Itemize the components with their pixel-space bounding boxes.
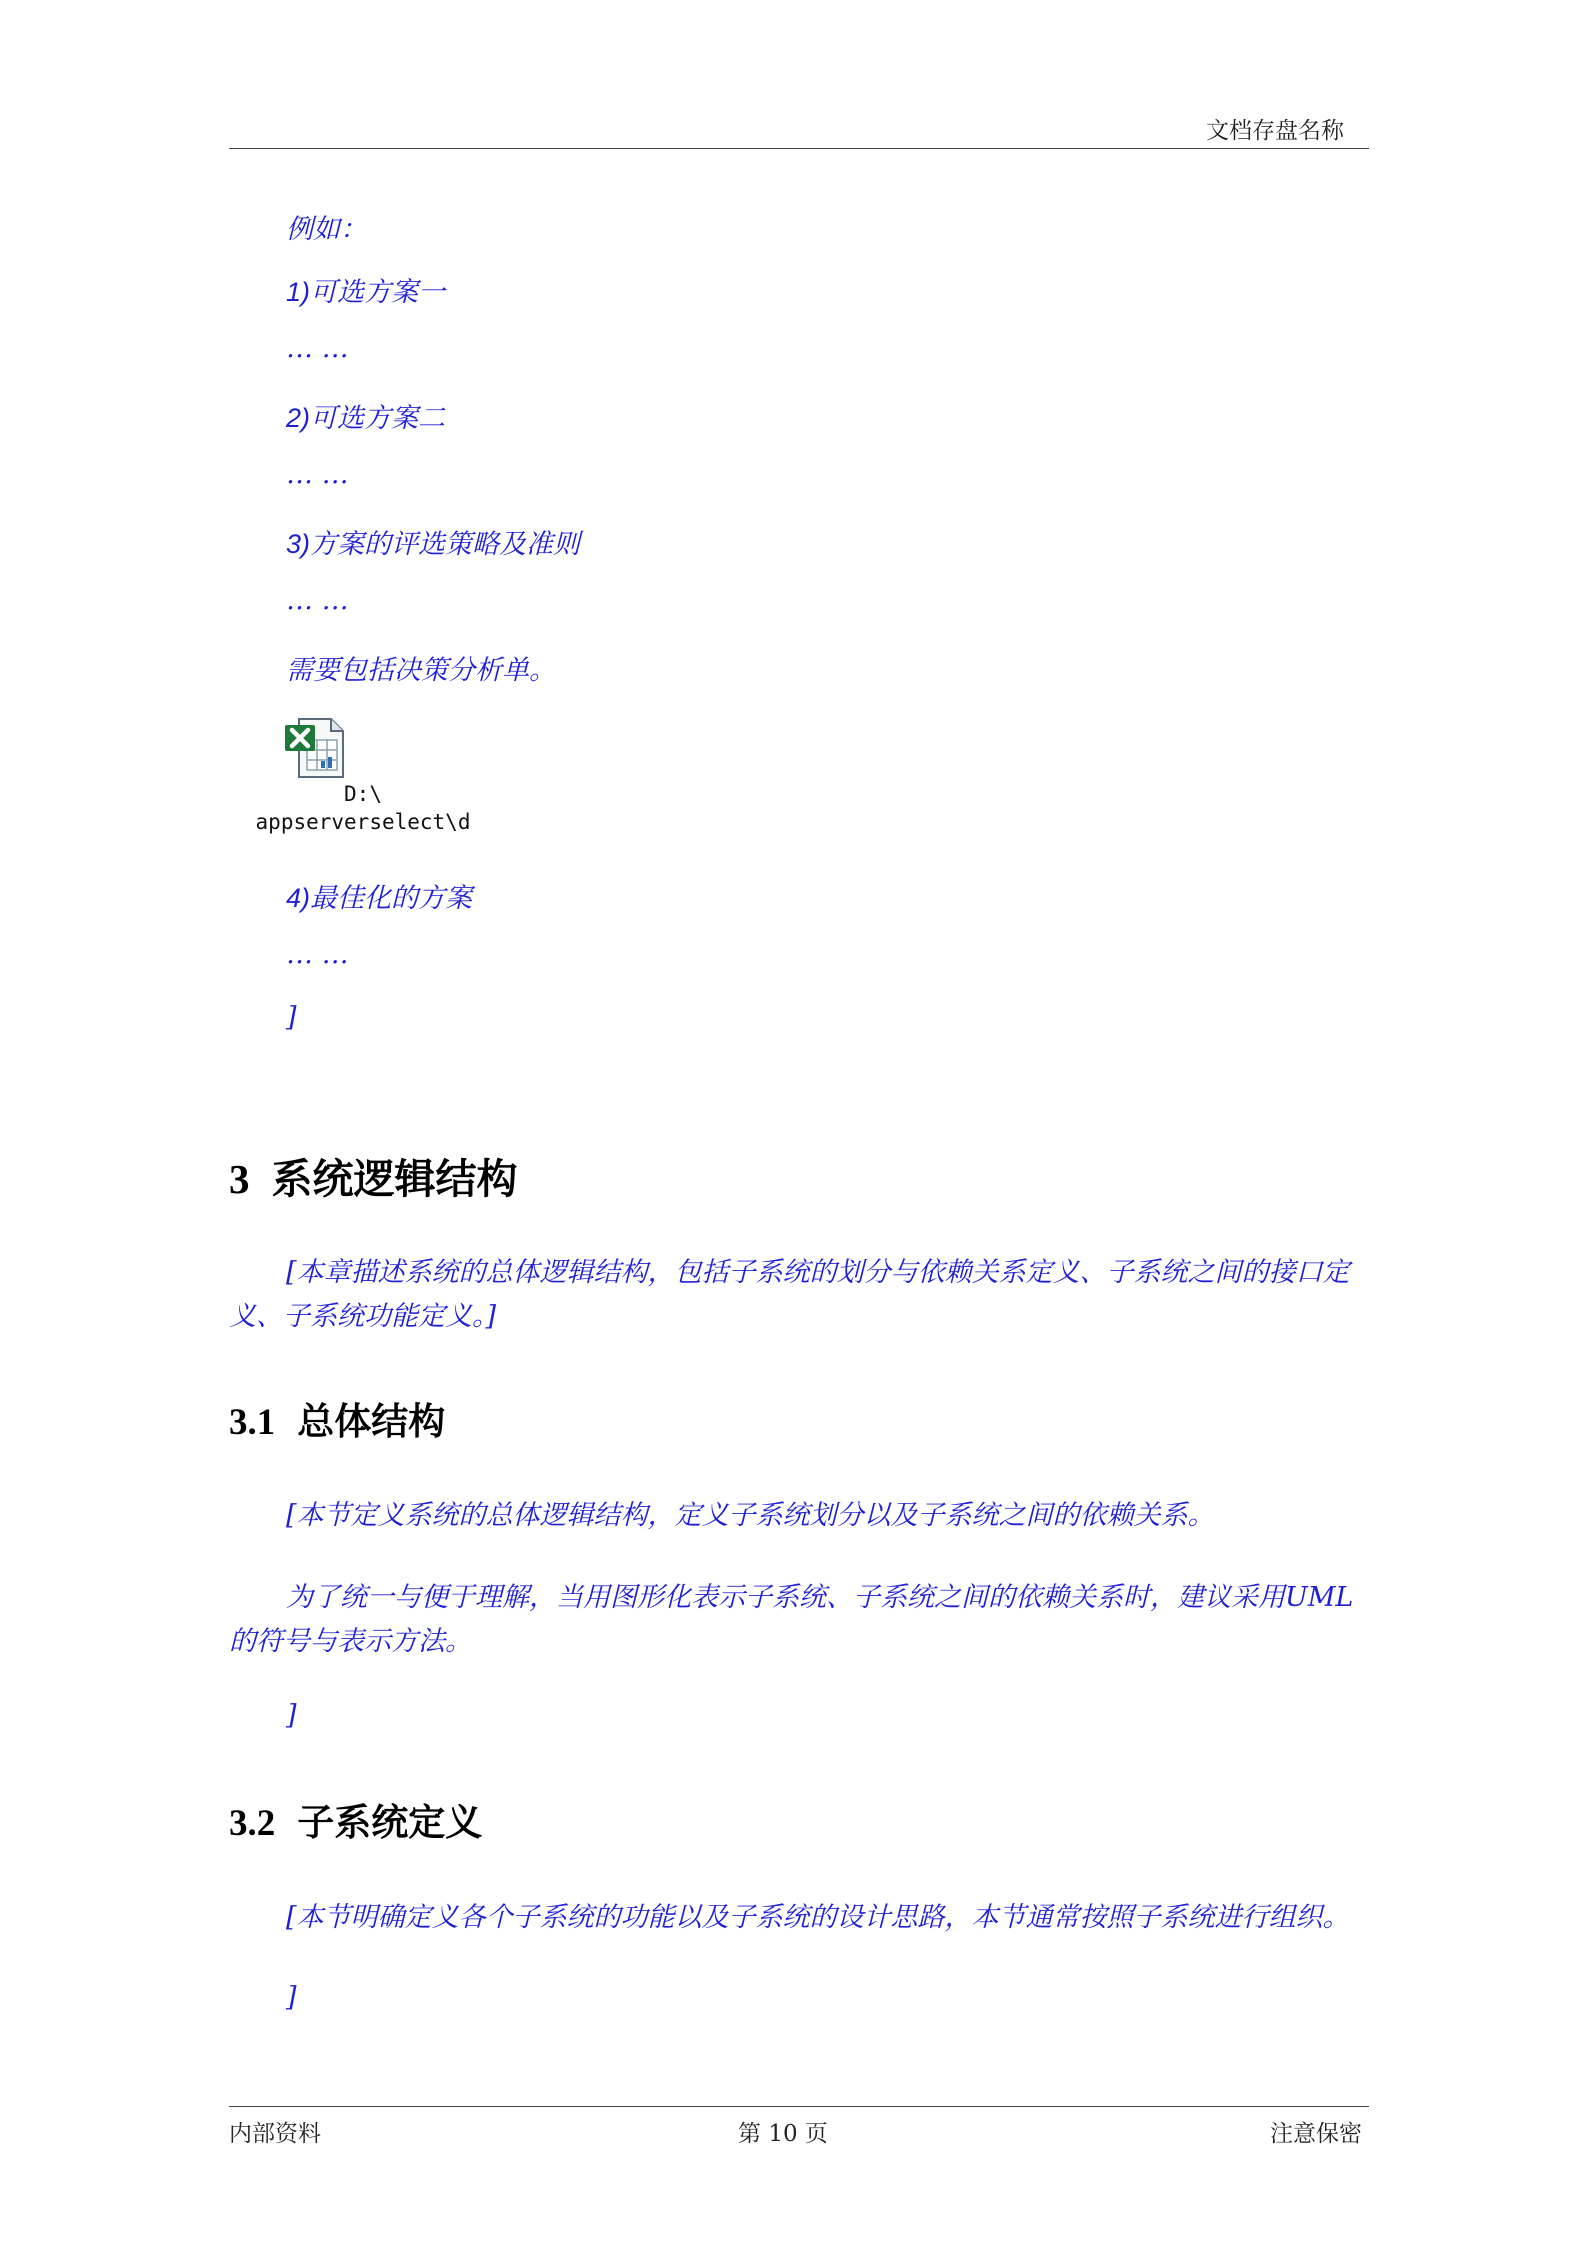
excel-file-icon[interactable] <box>283 716 347 784</box>
section-3-heading <box>229 1146 518 1205</box>
section-3-1-number: 3.1 <box>229 1402 276 1443</box>
option-2 <box>286 396 445 435</box>
section-3-1-paragraph-2: 为了统一与便于理解，当用图形化表示子系统、子系统之间的依赖关系时，建议采用UML的符号与表示方法。 <box>229 1582 1354 1657</box>
option-4-text: 最佳化的方案 <box>310 883 473 914</box>
ellipsis-4: … … <box>286 939 349 970</box>
section-3-2-title: 子系统定义 <box>297 1801 483 1844</box>
option-1 <box>286 270 445 309</box>
section-3-2-number: 3.2 <box>229 1803 276 1844</box>
option-3 <box>286 522 580 561</box>
section-3-title: 系统逻辑结构 <box>271 1155 518 1203</box>
section-3-2-heading <box>229 1792 482 1846</box>
ellipsis-3: … … <box>286 585 349 616</box>
attachment-path-line1: D:\ <box>344 782 382 806</box>
option-4-number: 4) <box>286 883 311 913</box>
footer-left-label: 内部资料 <box>229 2121 321 2147</box>
ellipsis-1: … … <box>286 333 349 364</box>
attachment-caption[interactable] <box>229 780 497 836</box>
section-3-number: 3 <box>229 1156 250 1202</box>
ellipsis-2: … … <box>286 459 349 490</box>
list-close-bracket: ] <box>286 1002 297 1033</box>
header-doc-title: 文档存盘名称 <box>1206 118 1344 144</box>
page-suffix: 页 <box>804 2121 828 2147</box>
page-prefix: 第 <box>738 2121 761 2147</box>
option-2-number: 2) <box>286 403 311 433</box>
section-3-2-paragraph-1: [本节明确定义各个子系统的功能以及子系统的设计思路，本节通常按照子系统进行组织。 <box>286 1902 1350 1933</box>
footer-page-number <box>738 2115 828 2148</box>
option-4 <box>286 876 472 915</box>
option-3-text: 方案的评选策略及准则 <box>310 529 581 560</box>
option-2-text: 可选方案二 <box>310 403 446 434</box>
page-number-value: 10 <box>768 2121 798 2147</box>
header-rule <box>229 148 1369 149</box>
intro-text: 例如： <box>286 214 367 245</box>
section-3-1-paragraph-1: [本节定义系统的总体逻辑结构，定义子系统划分以及子系统之间的依赖关系。 <box>286 1500 1215 1531</box>
section-3-1-title: 总体结构 <box>297 1400 446 1443</box>
option-3-number: 3) <box>286 529 311 559</box>
section-3-description: [本章描述系统的总体逻辑结构，包括子系统的划分与依赖关系定义、子系统之间的接口定义、子系统功能定义。] <box>229 1257 1350 1332</box>
decision-analysis-note: 需要包括决策分析单。 <box>286 655 556 686</box>
section-3-1-close-bracket: ] <box>286 1700 297 1731</box>
footer-right-label: 注意保密 <box>1270 2121 1362 2147</box>
section-3-2-close-bracket: ] <box>286 1982 297 2013</box>
option-1-number: 1) <box>286 277 311 307</box>
footer-rule <box>229 2106 1369 2107</box>
section-3-1-heading <box>229 1391 445 1445</box>
option-1-text: 可选方案一 <box>310 277 446 308</box>
attachment-path-line2: appserverselect\d <box>255 810 471 834</box>
